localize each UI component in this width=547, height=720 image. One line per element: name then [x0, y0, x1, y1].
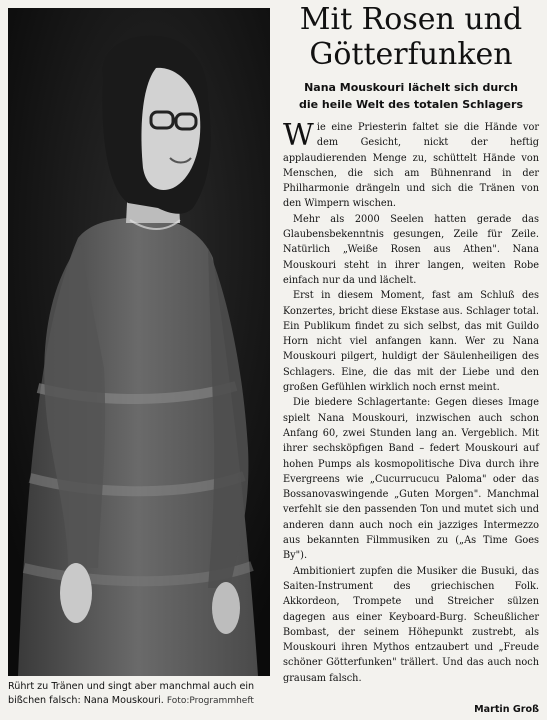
headline-line-2: Götterfunken: [309, 37, 513, 72]
subheadline-line-1: Nana Mouskouri lächelt sich durch: [304, 81, 518, 94]
subheadline-line-2: die heile Welt des totalen Schlagers: [299, 98, 523, 111]
article-paragraph-4: Die biedere Schlagertante: Gegen dieses Image spielt Nana Mouskouri, inzwischen auch schon Anfang 60, zwei Stunden lang an. Vergeblich. Mit ihrer sechsköpfigen Band – federt Mouskouri auf hohen Pumps als kosmopolitische Diva durch ihre Evergreens wie „Cucurrucucu Paloma" oder das Bossanovaswingende „Guten Morgen". Manchmal verfehlt sie den passenden Ton und mutet sich und anderen dann auch noch ein jazziges Intermezzo aus bekannten Filmmusiken zu („As Time Goes By").: [283, 397, 539, 562]
caption-text: Rührt zu Tränen und singt aber manchmal auch ein bißchen falsch: Nana Mouskouri.: [8, 681, 255, 706]
subheadline: [282, 79, 540, 113]
singer-photo-illustration: [8, 8, 270, 676]
paragraph-1-text: ie eine Priesterin faltet sie die Hände vor dem Gesicht, nickt der heftig applaudierenden Menge zu, schüttelt Hände von Menschen, die sich am Bühnenrand in der Philharmonie drängeln und sich die Tränen von den Wimpern wischen.: [283, 122, 539, 210]
author-byline: Martin Groß: [474, 704, 539, 715]
drop-cap: W: [283, 118, 314, 153]
photo-caption: [8, 680, 278, 708]
headline: [282, 2, 540, 72]
article-paragraph-1: [283, 120, 539, 212]
article-paragraph-5: Ambitioniert zupfen die Musiker die Busuki, das Saiten-Instrument des griechischen Folk. Akkordeon, Trompete und Streicher sülzen dagegen aus einer Keyboard-Burg. Scheußlicher Bombast, der seinem Höhepunkt zustrebt, als Mouskouri ihren Mythos entzaubert und „Freude schöner Götterfunken" trällert. Und das auch noch grausam falsch.: [283, 565, 539, 684]
singer-photo: [8, 8, 270, 676]
article-body: [283, 120, 539, 686]
article-paragraph-2: Mehr als 2000 Seelen hatten gerade das Glaubensbekenntnis gesungen, Zeile für Zeile. Natürlich „Weiße Rosen aus Athen". Nana Mouskouri steht in ihrer langen, weiten Robe einfach nur da und lächelt.: [283, 213, 539, 286]
article-paragraph-3: Erst in diesem Moment, fast am Schluß des Konzertes, bricht diese Ekstase aus. Schlager total. Ein Publikum findet zu sich selbst, das mit Guildo Horn nicht viel anfangen kann. Wer zu Nana Mouskouri pilgert, huldigt der Säulenheiligen des Schlagers. Eine, die das mit der Liebe und den großen Gefühlen wirklich noch ernst meint.: [283, 290, 539, 394]
headline-line-1: Mit Rosen und: [299, 2, 523, 37]
caption-credit: Foto:Programmheft: [166, 696, 254, 706]
